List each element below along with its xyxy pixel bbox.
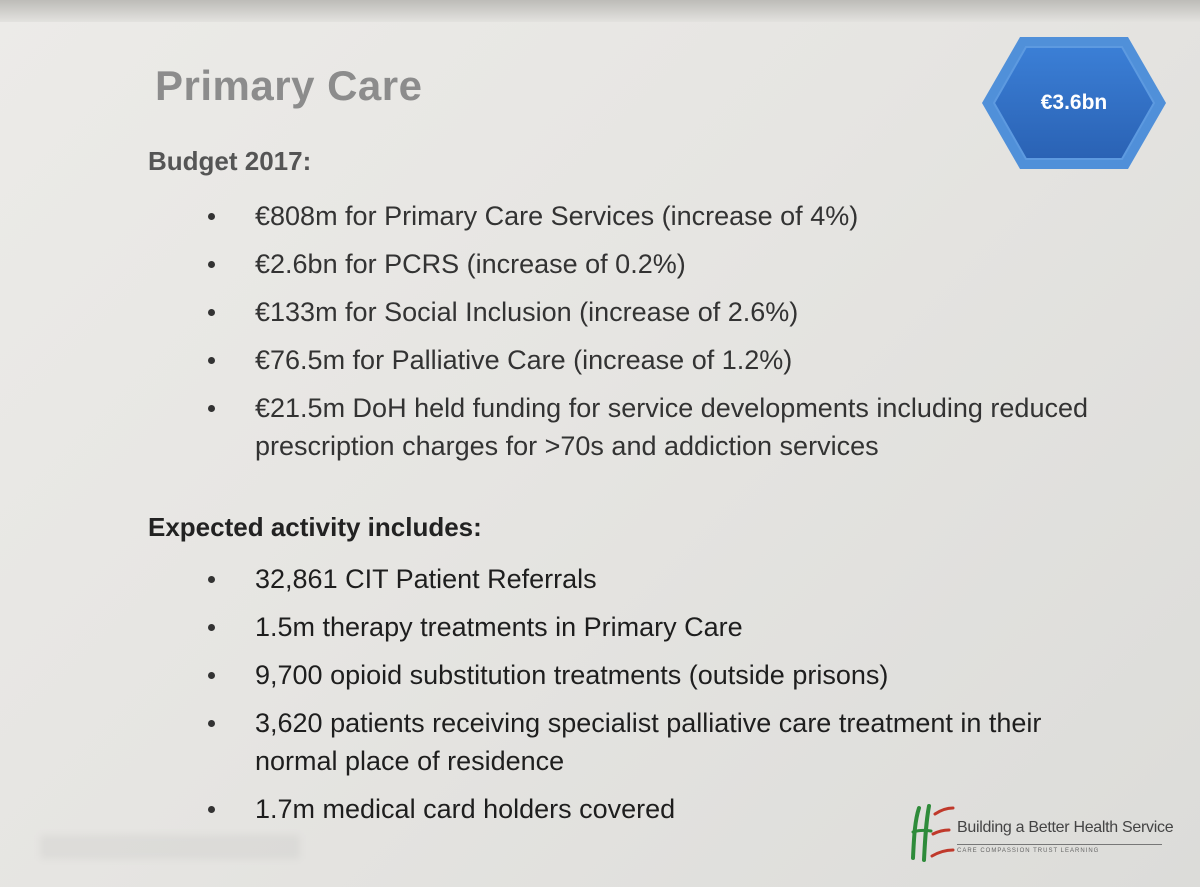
list-item: [205, 560, 1105, 598]
list-item: [205, 389, 1105, 465]
budget-badge: [980, 35, 1168, 171]
list-item: [205, 341, 1105, 379]
bullet-icon: [208, 261, 215, 268]
activity-heading: Expected activity includes:: [148, 512, 482, 542]
list-item: [205, 704, 1105, 780]
bullet-icon: [208, 576, 215, 583]
budget-list: [205, 197, 1105, 475]
bullet-icon: [208, 357, 215, 364]
list-item: [205, 656, 1105, 694]
list-item: [205, 197, 1105, 235]
hse-logo-icon: [905, 800, 955, 866]
bullet-icon: [208, 624, 215, 631]
list-item-text: €76.5m for Palliative Care (increase of 1.2%): [255, 345, 793, 375]
slide-top-edge: [0, 0, 1200, 22]
list-item: [205, 608, 1105, 646]
bullet-icon: [208, 806, 215, 813]
list-item-text: 3,620 patients receiving specialist palliative care treatment in their normal place of residence: [255, 708, 1042, 776]
list-item-text: 1.7m medical card holders covered: [255, 794, 676, 824]
list-item-text: 9,700 opioid substitution treatments (outside prisons): [255, 660, 889, 690]
bullet-icon: [208, 309, 215, 316]
list-item-text: 1.5m therapy treatments in Primary Care: [255, 612, 743, 642]
list-item: [205, 245, 1105, 283]
hse-logo: [905, 800, 1174, 870]
background-smudge: [40, 835, 300, 859]
activity-list: [205, 560, 1105, 838]
bullet-icon: [208, 213, 215, 220]
logo-text: Building a Better Health Service: [957, 819, 1174, 836]
list-item-text: €133m for Social Inclusion (increase of 2.6%): [255, 297, 799, 327]
list-item-text: 32,861 CIT Patient Referrals: [255, 564, 597, 594]
list-item-text: €2.6bn for PCRS (increase of 0.2%): [255, 249, 686, 279]
logo-tagline: CARE COMPASSION TRUST LEARNING: [957, 848, 1100, 854]
bullet-icon: [208, 720, 215, 727]
budget-heading: Budget 2017:: [148, 146, 312, 176]
list-item-text: €808m for Primary Care Services (increase of 4%): [255, 201, 859, 231]
badge-label: €3.6bn: [1040, 91, 1108, 114]
bullet-icon: [208, 672, 215, 679]
list-item: [205, 293, 1105, 331]
list-item-text: €21.5m DoH held funding for service developments including reduced prescription charges for >70s and addiction services: [255, 393, 1088, 461]
slide-title: Primary Care: [155, 62, 423, 109]
bullet-icon: [208, 405, 215, 412]
logo-divider: [957, 844, 1162, 845]
